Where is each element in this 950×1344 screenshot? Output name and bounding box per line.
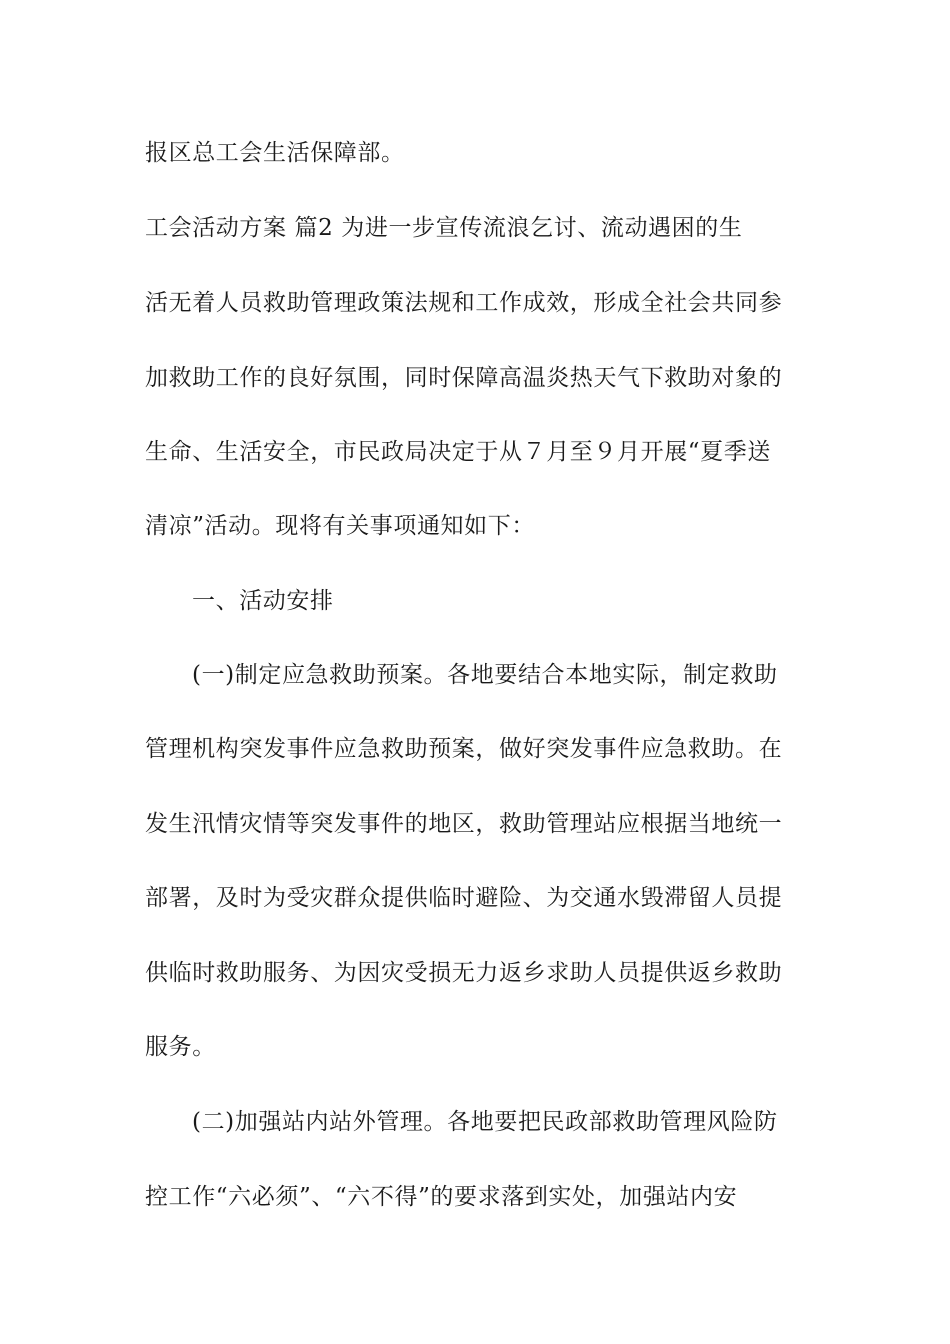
text-line: 生命、生活安全，市民政局决定于从７月至９月开展“夏季送 — [145, 439, 771, 465]
section-heading: 一、活动安排 — [192, 588, 334, 614]
text-line: 控工作“六必须”、“六不得”的要求落到实处，加强站内安 — [145, 1184, 738, 1210]
text-line: (一)制定应急救助预案。各地要结合本地实际，制定救助 — [192, 662, 778, 688]
text-line: 活无着人员救助管理政策法规和工作成效，形成全社会共同参 — [145, 290, 783, 316]
text-line: 部署，及时为受灾群众提供临时避险、为交通水毁滞留人员提 — [145, 885, 783, 911]
text-line: (二)加强站内站外管理。各地要把民政部救助管理风险防 — [192, 1109, 778, 1135]
text-line: 加救助工作的良好氛围，同时保障高温炎热天气下救助对象的 — [145, 365, 783, 391]
text-line: 清凉”活动。现将有关事项通知如下： — [145, 513, 535, 539]
text-line: 服务。 — [145, 1034, 216, 1060]
text-line: 报区总工会生活保障部。 — [145, 140, 405, 166]
text-line: 供临时救助服务、为因灾受损无力返乡求助人员提供返乡救助 — [145, 960, 783, 986]
text-line: 工会活动方案 篇2 为进一步宣传流浪乞讨、流动遇困的生 — [145, 215, 743, 241]
text-line: 管理机构突发事件应急救助预案，做好突发事件应急救助。在 — [145, 736, 783, 762]
text-line: 发生汛情灾情等突发事件的地区，救助管理站应根据当地统一 — [145, 811, 783, 837]
